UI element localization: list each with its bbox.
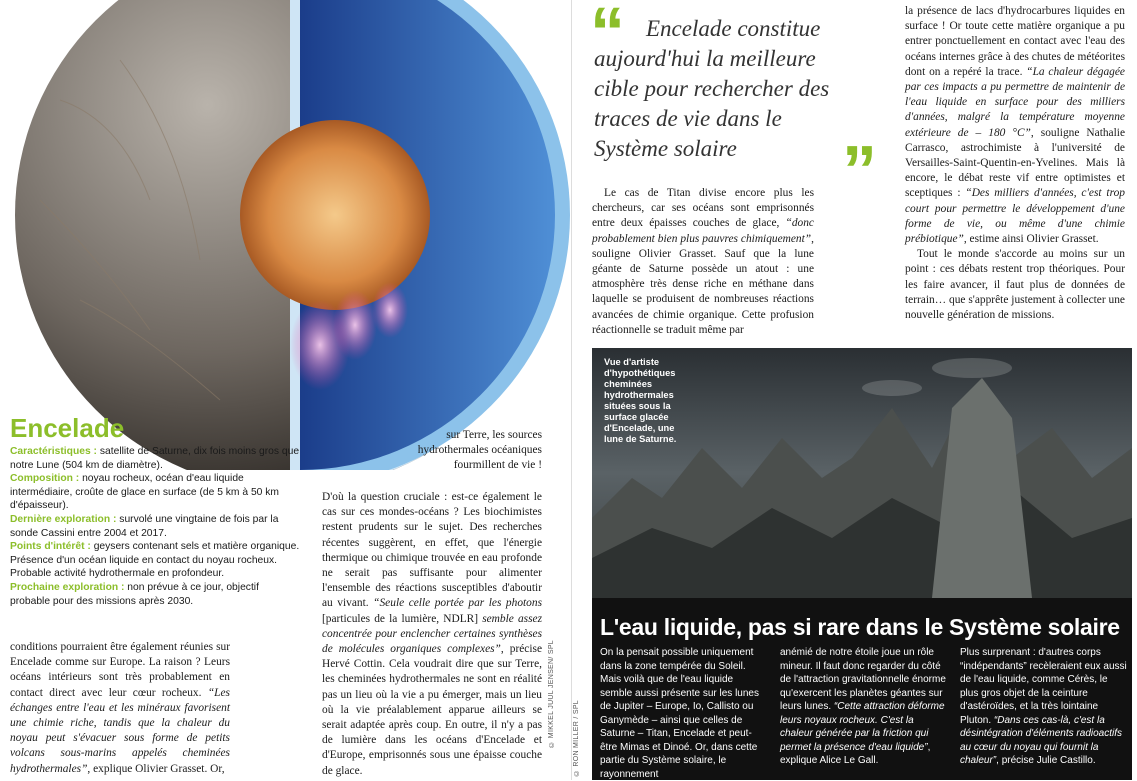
factbox bbox=[10, 445, 300, 608]
enceladus-cutaway-illustration bbox=[0, 0, 570, 470]
fact-item bbox=[10, 581, 300, 608]
paragraph: Tout le monde s'accorde au moins sur un point : ces débats restent trop théoriques. Pour les faire avancer, il faut plus de données de terrain… que s'apprête justement à collecter une nouvelle génération de missions. bbox=[905, 248, 1125, 322]
fact-text: non prévue à ce jour, objectif probable pour des missions après 2030. bbox=[10, 581, 259, 607]
paragraph bbox=[905, 4, 1125, 247]
quote-text: “Des milliers d'années, c'est trop court pour permettre le développement d'une forme de vie, ou même d'une chimie prébiotique” bbox=[905, 187, 1125, 246]
body-text: Le cas de Titan divise encore plus les chercheurs, car ses océans sont emprisonnés entre deux épaisses couches de glace, bbox=[592, 187, 814, 230]
body-text: , souligne Olivier Grasset. Sauf que la lune géante de Saturne possède un atout : une atmosphère très dense riche en méthane dans laquelle se produisent de nombreuses réactions avancées de chimie organique. Cette profusion réactionnelle se traduit même par bbox=[592, 232, 814, 336]
article-column-3 bbox=[592, 186, 814, 338]
article-column-2-top: sur Terre, les sources hydrothermales océaniques fourmillent de vie ! bbox=[417, 429, 542, 472]
factbox-title: Encelade bbox=[10, 413, 125, 443]
quote-text: “donc probablement bien plus pauvres chimiquement” bbox=[592, 217, 814, 245]
fact-text: satellite de Saturne, dix fois moins gros que notre Lune (504 km de diamètre). bbox=[10, 446, 300, 471]
fact-label: Dernière exploration : bbox=[10, 513, 117, 525]
pull-quote: Encelade constitue aujourd'hui la meilleure cible pour rechercher des traces de vie dans le Système solaire bbox=[594, 16, 830, 161]
quote-text: “Les échanges entre l'eau et les minéraux favorisent une chimie riche, tandis que la chaleur du noyau peut s'évacuer sous forme de petits volcans sous-marins appelés cheminées hydrothermales” bbox=[10, 686, 230, 775]
panel-column-3 bbox=[960, 646, 1127, 768]
fact-label: Caractéristiques : bbox=[10, 446, 97, 457]
photo-credit: © RON MILLER / SPL bbox=[573, 700, 580, 777]
fact-item bbox=[10, 540, 300, 581]
body-text: , précise Julie Castillo. bbox=[996, 755, 1096, 766]
quote-close-icon: ” bbox=[842, 131, 877, 209]
fact-item bbox=[10, 513, 300, 540]
body-text: conditions pourraient être également réunies sur Encelade comme sur Europe. La raison ? Leurs océans intérieurs sont très probablement en contact direct avec leur cœur rocheux. bbox=[10, 641, 230, 699]
body-text: , explique Olivier Grasset. Or, bbox=[87, 762, 225, 775]
body-text: Plus surprenant : d'autres corps “indépendants” recèleraient eux aussi de l'eau liquide, comme Cérès, le plus gros objet de la ceinture d'astéroïdes, et la très lointaine Pluton. bbox=[960, 647, 1127, 726]
quote-text: “Cette attraction déforme leurs noyaux rocheux. C'est la chaleur générée par la friction qui permet la présence d'eau liquide” bbox=[780, 701, 945, 753]
fact-text: noyau rocheux, océan d'eau liquide intermédiaire, croûte de glace en surface (de 5 km à 50 km d'épaisseur). bbox=[10, 473, 279, 512]
quote-text: semble assez concentrée pour enclencher certaines synthèses de molécules organiques complexes” bbox=[322, 612, 543, 656]
article-column-2 bbox=[322, 490, 542, 779]
quote-open-icon: “ bbox=[590, 0, 625, 71]
panel-column-1: On la pensait possible uniquement dans la zone tempérée du Soleil. Mais voilà que de l'eau liquide semble aussi présente sur les lunes de Jupiter – Europe, Io, Callisto ou Ganymède – ainsi que celles de Saturne – Titan, Encelade et peut-être Mimas et Dinoé. Or, dans cette partie du Système solaire, le rayonnement bbox=[600, 647, 759, 780]
body-text: , explique Alice Le Gall. bbox=[780, 741, 931, 766]
fact-label: Prochaine exploration : bbox=[10, 581, 125, 593]
page-gutter bbox=[571, 0, 572, 780]
body-text: , estime ainsi Olivier Grasset. bbox=[963, 233, 1099, 246]
bracket-text: [particules de la lumière, NDLR] bbox=[322, 612, 483, 625]
body-text: , précise Hervé Cottin. Cela voudrait dire que sur Terre, les cheminées hydrothermales ne sont en réalité pas un lieu où la vie a pu émerger, mais un lieu où la vie préalablement apparue ailleurs se serait adaptée après coup. En outre, il n'y a pas de lumière dans les océans d'Encelade et d'Europe, emprisonnés sous une épaisse couche de glace. bbox=[322, 643, 543, 777]
fact-text: survolé une vingtaine de fois par la sonde Cassini entre 2004 et 2017. bbox=[10, 513, 279, 539]
article-column-4 bbox=[905, 4, 1125, 323]
quote-text: “Dans ces cas-là, c'est la désintégration d'éléments radioactifs au cœur du noyau qui fournit la chaleur” bbox=[960, 714, 1123, 766]
fact-item bbox=[10, 445, 300, 472]
body-text: D'où la question cruciale : est-ce également le cas sur ces mondes-océans ? Les biochimistes restent prudents sur le sujet. Des recherches récentes suggèrent, en effet, que l'énergie thermique ou chimique trouvée en eau profonde ne serait pas suffisante pour alimenter l'ensemble des réactions susceptibles d'aboutir au vivant. bbox=[322, 491, 542, 610]
panel-column-2 bbox=[780, 646, 947, 768]
body-text: la présence de lacs d'hydrocarbures liquides en surface ! Or toute cette matière organique a pu entrer ponctuellement en contact avec l'eau des océans internes grâce à des chutes de météorites dont on a repéré la trace. bbox=[905, 5, 1125, 78]
article-column-1 bbox=[10, 640, 230, 777]
body-text: anémié de notre étoile joue un rôle mineur. Il faut donc regarder du côté de l'attraction gravitationnelle énorme qu'exercent les planètes géantes sur leurs lunes. bbox=[780, 647, 946, 712]
fact-label: Composition : bbox=[10, 473, 80, 485]
image-caption: Vue d'artiste d'hypothétiques cheminées hydrothermales situées sous la surface glacée d'Encelade, une lune de Saturne. bbox=[604, 357, 677, 444]
fact-item bbox=[10, 472, 300, 513]
fact-label: Points d'intérêt : bbox=[10, 541, 91, 553]
body-text: , souligne Nathalie Carrasco, astrochimiste à l'université de Versailles-Saint-Quentin-en-Yvelines. Mais là encore, le débat reste vif entre optimistes et sceptiques : bbox=[905, 126, 1126, 200]
quote-text: “Seule celle portée par les photons bbox=[373, 597, 543, 610]
photo-credit: © MIKKEL JUUL JENSEN/ SPL bbox=[548, 640, 555, 748]
quote-text: “La chaleur dégagée par ces impacts a pu permettre de maintenir de l'eau liquide en surface pour des milliers d'années, malgré la température moyenne extérieure de – 180 °C” bbox=[905, 65, 1125, 139]
fact-text: geysers contenant sels et matière organique. Présence d'un océan liquide en contact du noyau rocheux. Probable activité hydrothermale en profondeur. bbox=[10, 541, 300, 580]
panel-title: L'eau liquide, pas si rare dans le Système solaire bbox=[600, 614, 1120, 640]
